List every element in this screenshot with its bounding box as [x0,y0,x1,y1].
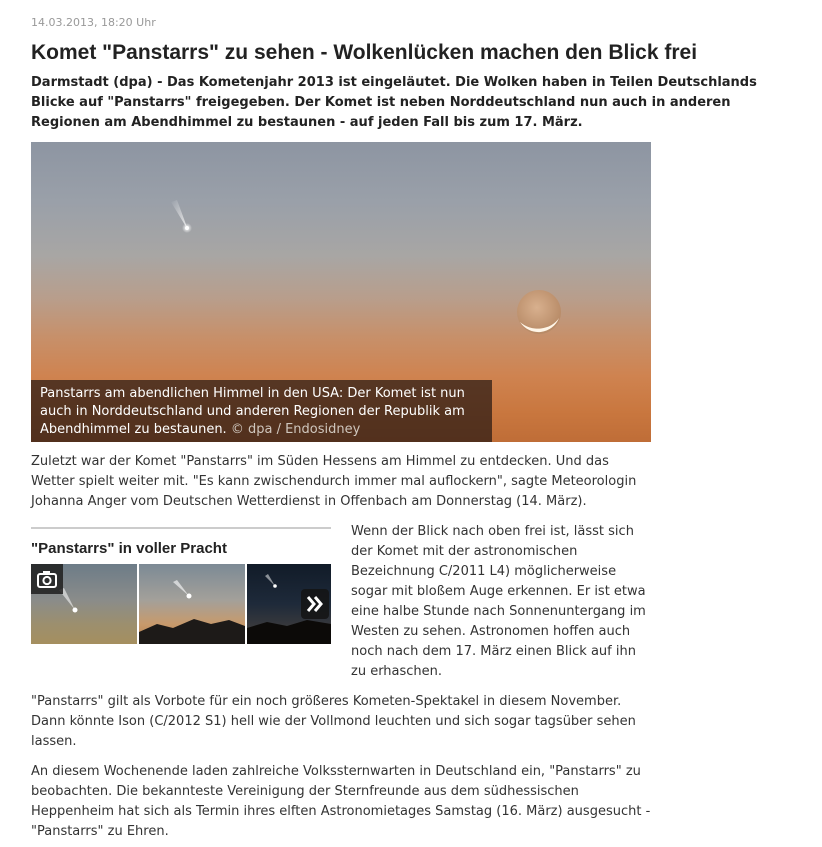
article-headline: Komet "Panstarrs" zu sehen - Wolkenlücken machen den Blick frei [31,41,698,64]
article-hero-image[interactable] [31,142,651,442]
thumbnail-comet-horizon-art [139,564,245,644]
gallery-thumbnail-3[interactable] [247,564,331,644]
gallery-title[interactable]: "Panstarrs" in voller Pracht [31,540,227,557]
article-paragraph-3: "Panstarrs" gilt als Vorbote für ein noch größeres Kometen-Spektakel in diesem November. Dann könnte Ison (C/2012 S1) hell wie der Vollmond leuchten und sich sogar tagsüber sehen lassen. [31,694,636,749]
article-timestamp: 14.03.2013, 18:20 Uhr [31,16,156,29]
image-credit: © dpa / Endosidney [230,422,361,437]
image-caption [31,380,492,442]
camera-icon [31,564,63,594]
gallery-divider [31,527,331,529]
caption-text: Panstarrs am abendlichen Himmel in den USA: Der Komet ist nun auch in Norddeutschland und anderen Regionen der Republik am Abendhimmel zu bestaunen. [40,386,465,437]
gallery-thumbnail-2[interactable] [139,564,245,644]
gallery-thumbnail-1[interactable] [31,564,137,644]
article-paragraph-2: Wenn der Blick nach oben frei ist, lässt sich der Komet mit der astronomischen Bezeichnung C/2011 L4) möglicherweise sogar mit bloßem Auge erkennen. Er ist etwa eine halbe Stunde nach Sonnenuntergang im Westen zu sehen. Astronomen hoffen auch noch nach dem 17. März einen Blick auf ihn zu erhaschen. [351,524,646,679]
gallery-next-button[interactable] [301,589,329,619]
double-chevron-right-icon [301,589,329,619]
article-lead: Darmstadt (dpa) - Das Kometenjahr 2013 ist eingeläutet. Die Wolken haben in Teilen Deutschlands Blicke auf "Panstarrs" freigegeben. Der Komet ist neben Norddeutschland nun auch in anderen Regionen am Abendhimmel zu bestaunen - auf jeden Fall bis zum 17. März. [31,75,757,130]
gallery-thumbnails[interactable] [31,564,331,644]
article-paragraph-1: Zuletzt war der Komet "Panstarrs" im Süden Hessens am Himmel zu entdecken. Und das Wetter spielt weiter mit. "Es kann zwischendurch immer mal auflockern", sagte Meteorologin Johanna Anger vom Deutschen Wetterdienst in Offenbach am Donnerstag (14. März). [31,454,637,509]
article-paragraph-4: An diesem Wochenende laden zahlreiche Volkssternwarten in Deutschland ein, "Panstarrs" zu beobachten. Die bekannteste Vereinigung der Sternfreunde aus dem südhessischen Heppenheim hat sich als Termin ihres elften Astronomietages Samstag (16. März) ausgesucht - "Panstarrs" zu Ehren. [31,764,651,839]
